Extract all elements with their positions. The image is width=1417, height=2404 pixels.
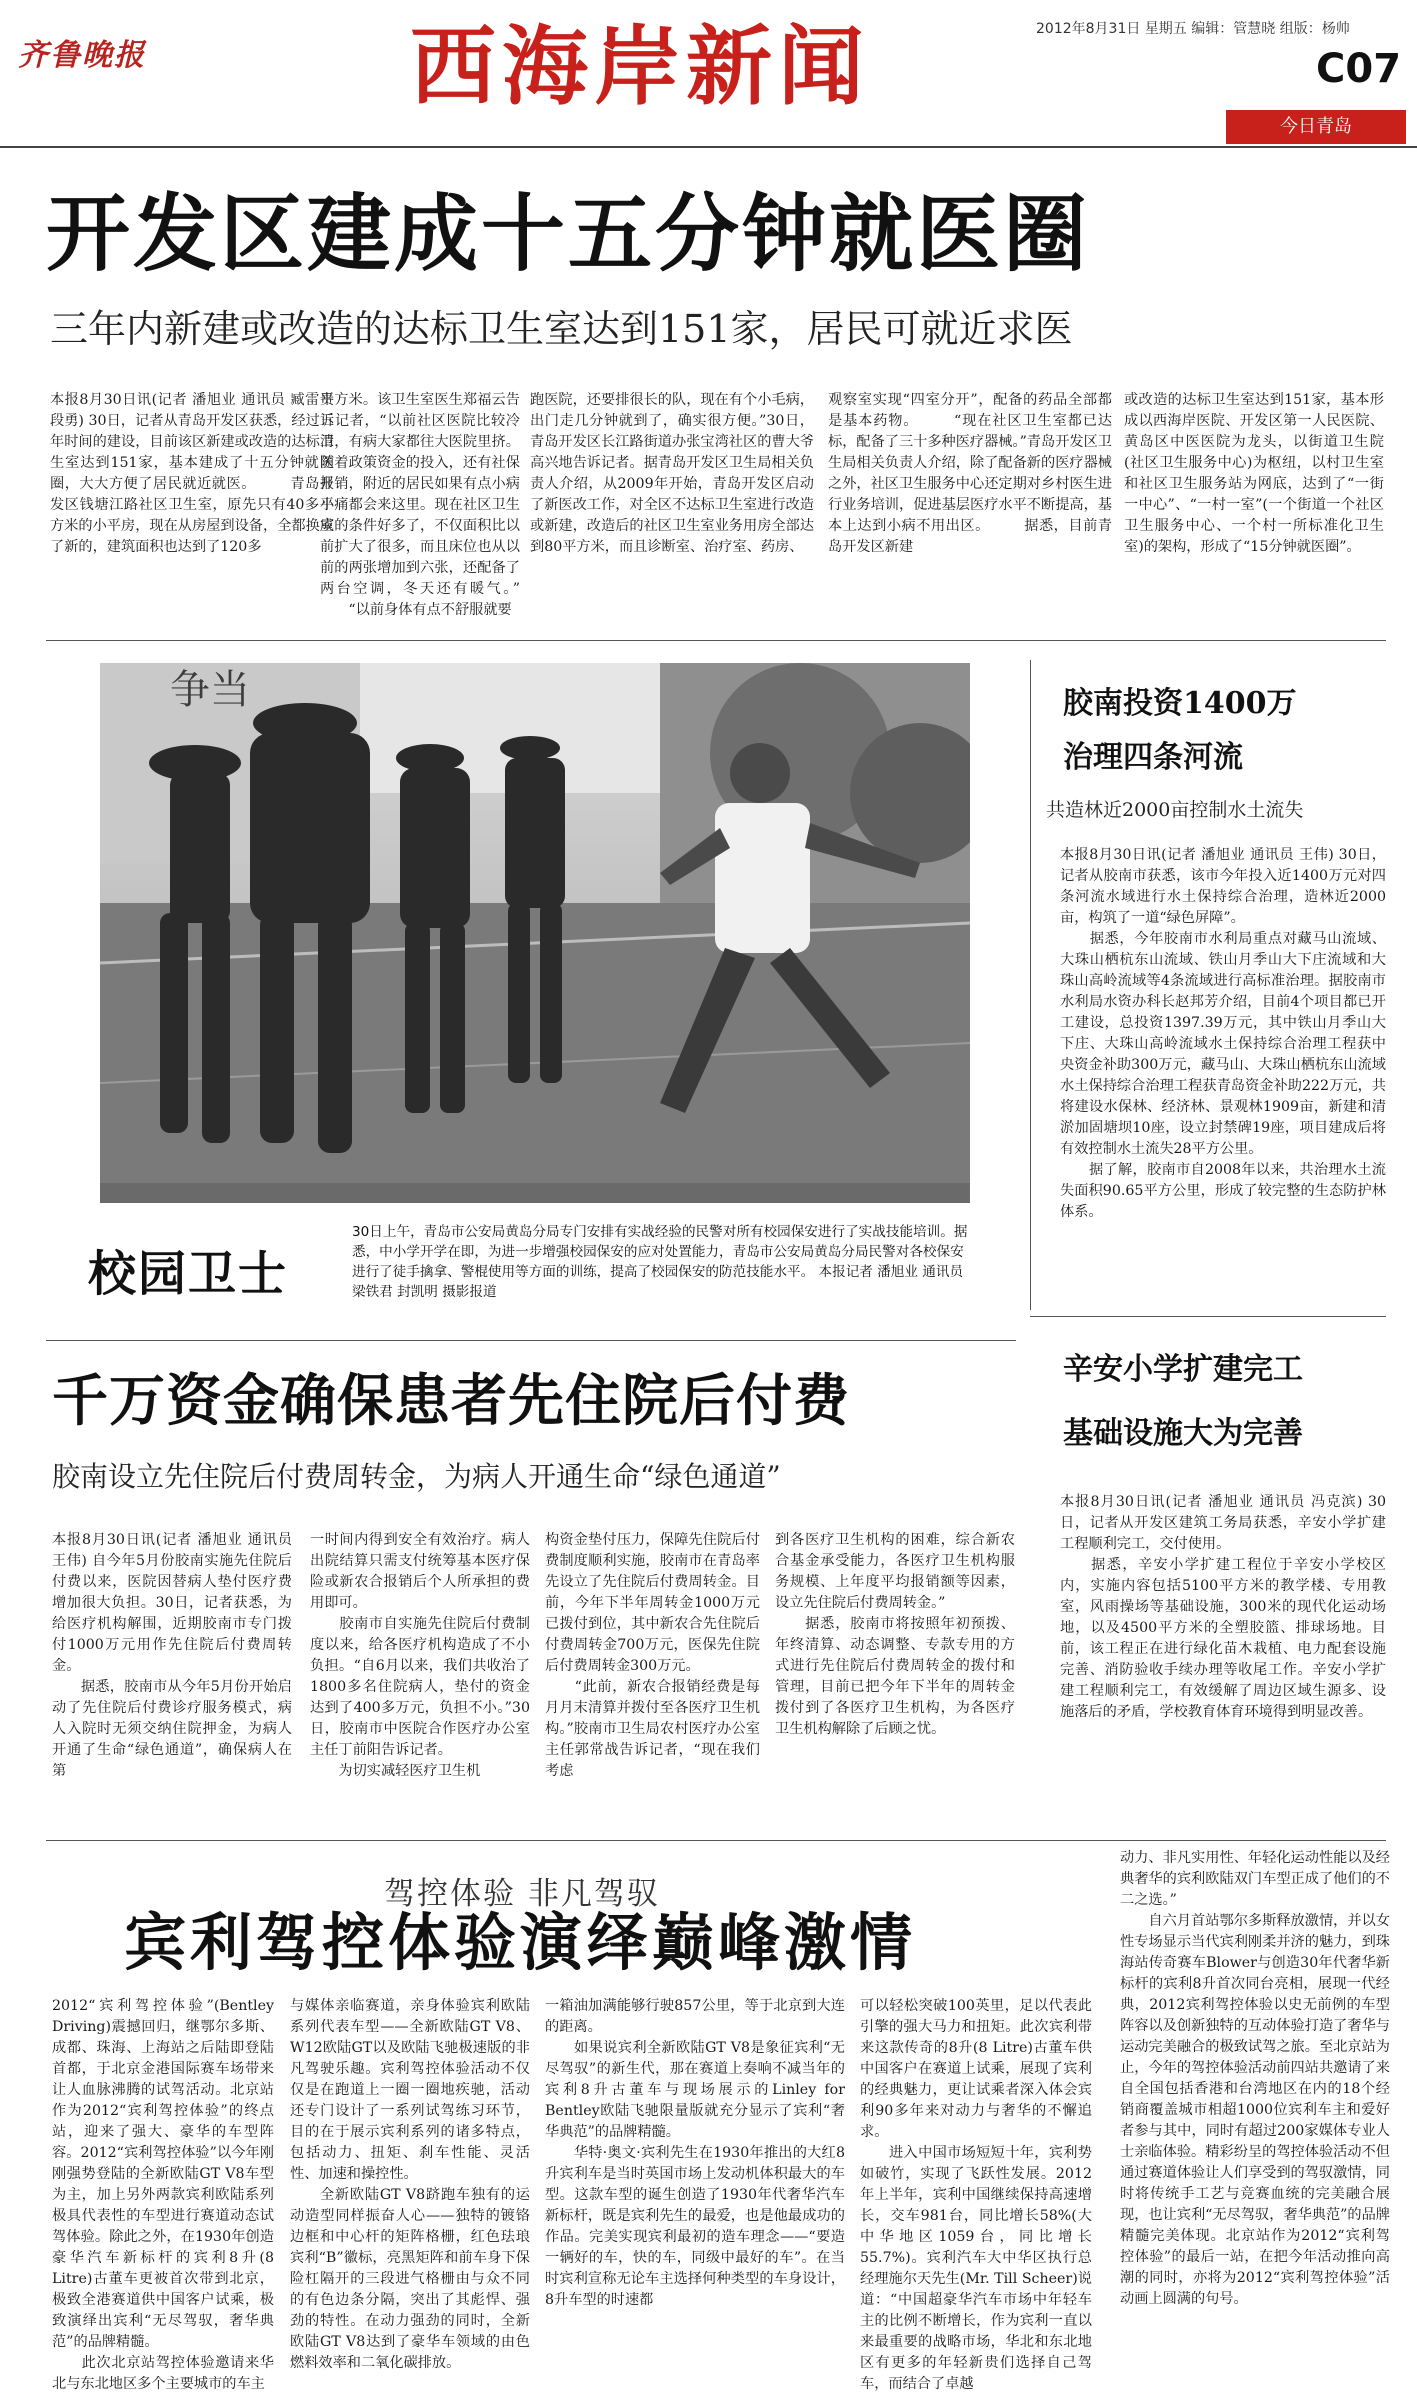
side1-headline-line1: 胶南投资1400万: [1063, 686, 1297, 721]
lead-headline: 开发区建成十五分钟就医圈: [46, 184, 1091, 283]
car-divider: [46, 1840, 1386, 1841]
paper-logo: 齐鲁晚报: [18, 38, 146, 73]
mid-subheadline: 胶南设立先住院后付费周转金，为病人开通生命“绿色通道”: [52, 1460, 781, 1493]
car-col-4: 可以轻松突破100英里，足以代表此引擎的强大马力和扭矩。此次宾利带来这款传奇的8升(8 Litre)古董车供中国客户在赛道上试乘，展现了宾利的经典魅力，更让试乘者深入体会宾利90多年来对动力与奢华的不懈追求。 进入中国市场短短十年，宾利势如破竹，实现了飞跃性发展。2012年上半年，宾利中国继续保持高速增长，交车981台，同比增长58%(大中华地区1059台，同比增长55.7%)。宾利汽车大中华区执行总经理施尔天先生(Mr. Till Scheer)说道：“中国超豪华汽车市场中年轻车主的比例不断增长，作为宾利一直以来最重要的战略市场，华北和东北地区有更多的年轻新贵们选择自己驾车，而结合了卓越: [860, 1998, 1092, 2392]
side2-headline-line1: 辛安小学扩建完工: [1063, 1352, 1303, 1387]
mid-top-rule: [46, 1340, 1016, 1341]
lead-col-3: 跑医院，还要排很长的队，现在有个小毛病，出门走几分钟就到了，确实很方便。”30日，青岛开发区长江路街道办张宝湾社区的曹大爷高兴地告诉记者。据青岛开发区卫生局相关负责人介绍，从2009年开始，青岛开发区启动了新医改工作，对全区不达标卫生室进行改造或新建，改造后的社区卫生室业务用房全部达到80平方米，而且诊断室、治疗室、药房、: [530, 392, 814, 555]
car-col-3: 一箱油加满能够行驶857公里，等于北京到大连的距离。 如果说宾利全新欧陆GT V8是象征宾利“无尽驾驭”的新生代，那在赛道上奏响不减当年的宾利8升古董车与现场展示的Linley for Bentley欧陆飞驰限量版就充分显示了宾利“奢华典范”的品牌精髓。 华特·奥文·宾利先生在1930年推出的大红8升宾利车是当时英国市场上发动机体积最大的车型。这款车型的诞生创造了1930年代奢华汽车新标杆，既是宾利先生的最爱，也是他最成功的作品。完美实现宾利最初的造车理念——“要造一辆好的车，快的车，同级中最好的车”。在当时宾利宣称无论车主选择何种类型的车身设计，8升车型的时速都: [545, 1998, 845, 2308]
lead-col-4: 观察室实现“四室分开”，配备的药品全部都是基本药物。 “现在社区卫生室都已达标，配备了三十多种医疗器械。”青岛开发区卫生局相关负责人介绍，除了配备新的医疗器械之外，社区卫生服务中心还定期对乡村医生进行业务培训，促进基层医疗水平不断提高，基本上达到小病不用出区。 据悉，目前青岛开发区新建: [828, 392, 1112, 555]
photo-caption: 30日上午，青岛市公安局黄岛分局专门安排有实战经验的民警对所有校园保安进行了实战技能培训。据悉，中小学开学在即，为进一步增强校园保安的应对处置能力，青岛市公安局黄岛分局民警对各校保安进行了徒手擒拿、警棍使用等方面的训练，提高了校园保安的防范技能水平。 本报记者 潘旭业 通讯员 梁铁君 封凯明 摄影报道: [352, 1224, 968, 1300]
photo-banner-text: 争当: [170, 667, 250, 713]
section-title: 西海岸新闻: [410, 16, 870, 117]
lead-col-1: 本报8月30日讯(记者 潘旭业 通讯员 臧雷贵 段勇) 30日，记者从青岛开发区获悉，经过三年时间的建设，目前该区新建或改造的达标卫生室达到151家，基本建成了十五分钟就医圈，大大方便了居民就近就医。 青岛开发区钱塘江路社区卫生室，原先只有40多平方米的小平房，现在从房屋到设备，全都换成了新的，建筑面积也达到了120多: [50, 392, 334, 555]
photo-police-training: [100, 663, 970, 1203]
mid-col-1: 本报8月30日讯(记者 潘旭业 通讯员 王伟) 自今年5月份胶南实施先住院后付费以来，医院因替病人垫付医疗费增加很大负担。30日，记者获悉，为给医疗机构解围，近期胶南市专门拨付1000万元用作先住院后付费周转金。 据悉，胶南市从今年5月份开始启动了先住院后付费诊疗服务模式，病人入院时无须交纳住院押金，为病人开通了生命“绿色通道”，确保病人在第: [52, 1532, 292, 1779]
photo-caption-title: 校园卫士: [88, 1246, 289, 1302]
side1-headline-line2: 治理四条河流: [1063, 740, 1243, 775]
side1-subheadline: 共造林近2000亩控制水土流失: [1046, 799, 1304, 821]
car-pre-headline: 驾控体验 非凡驾驭: [384, 1876, 660, 1912]
page-number: C07: [1316, 46, 1402, 92]
issue-meta: 2012年8月31日 星期五 编辑：管慧晓 组版：杨帅: [1036, 21, 1350, 37]
mid-col-4: 到各医疗卫生机构的困难，综合新农合基金承受能力，各医疗卫生机构服务规模、上年度平均报销额等因素，设立先住院后付费周转金。” 据悉，胶南市将按照年初预拨、年终清算、动态调整、专款专用的方式进行先住院后付费周转金的拨付和管理，目前已把今年下半年的周转金拨付到了各医疗卫生机构，为各医疗卫生机构解除了后顾之忧。: [775, 1532, 1015, 1737]
car-col-2: 与媒体亲临赛道，亲身体验宾利欧陆系列代表车型——全新欧陆GT V8、W12欧陆GT以及欧陆飞驰极速版的非凡驾驶乐趣。宾利驾控体验活动不仅仅是在跑道上一圈一圈地疾驰，活动还专门设计了一系列试驾练习环节，目的在于展示宾利系列的诸多特点，包括动力、扭矩、刹车性能、灵活性、加速和操控性。 全新欧陆GT V8跻跑车独有的运动造型同样振奋人心——独特的镀铬边框和中心杆的矩阵格栅，红色珐琅宾利“B”徽标，亮黑矩阵和前车身下保险杠隔开的三段进气格栅由与众不同的有色边条分隔，突出了其彪悍、强劲的特性。在动力强劲的同时，全新欧陆GT V8达到了豪华车领域的由色燃料效率和二氧化碳排放。: [290, 1998, 530, 2371]
today-tab: 今日青岛: [1226, 110, 1406, 144]
news-photo: [100, 663, 970, 1203]
lead-divider: [46, 640, 1386, 641]
side-divider: [1030, 1316, 1386, 1317]
mid-col-3: 构资金垫付压力，保障先住院后付费制度顺利实施，胶南市在青岛率先设立了先住院后付费周转金。目前，今年下半年周转金1000万元已拨付到位，其中新农合先住院后付费周转金700万元，医保先住院后付费周转金300万元。 “此前，新农合报销经费是每月月末清算并拨付至各医疗卫生机构。”胶南市卫生局农村医疗办公室主任郭常战告诉记者，“现在我们考虑: [545, 1532, 760, 1779]
car-col-5: 动力、非凡实用性、年轻化运动性能以及经典奢华的宾利欧陆双门车型正成了他们的不二之选。” 自六月首站鄂尔多斯释放激情，并以女性专场显示当代宾利刚柔并济的魅力，到珠海站传奇赛车Blower与创造30年代奢华新标杆的宾利8升首次同台亮相，展现一代经典，2012宾利驾控体验以史无前例的车型阵容以及创新独特的互动体验打造了奢华与运动完美融合的极致试驾之旅。至北京站为止，今年的驾控体验活动前四站共邀请了来自全国包括香港和台湾地区在内的18个经销商覆盖城市相超1000位宾利车主和爱好者参与其中，同时有超过200家媒体专业人士亲临体验。精彩纷呈的驾控体验活动不但通过赛道体验让人们享受到的驾驭激情，同时将传统手工艺与竞赛血统的完美融合展现，也让宾利“无尽驾驭，奢华典范”的品牌精髓完美体现。北京站作为2012“宾利驾控体验”的最后一站，在把今年活动推向高潮的同时，亦将为2012“宾利驾控体验”活动画上圆满的句号。: [1120, 1850, 1390, 2307]
mid-col-2: 一时间内得到安全有效治疗。病人出院结算只需支付统筹基本医疗保险或新农合报销后个人所承担的费用即可。 胶南市自实施先住院后付费制度以来，给各医疗机构造成了不小负担。“自6月以来，我们共收治了1800多名住院病人，垫付的资金达到了400多万元，负担不小。”30日，胶南市中医院合作医疗办公室主任丁前阳告诉记者。 为切实减轻医疗卫生机: [310, 1532, 530, 1779]
side2-headline-line2: 基础设施大为完善: [1063, 1416, 1303, 1451]
side-column-rule: [1030, 660, 1031, 1310]
car-col-1: 2012“宾利驾控体验”(Bentley Driving)震撼回归，继鄂尔多斯、成都、珠海、上海站之后陆即登陆首都，于北京金港国际赛车场带来让人血脉沸腾的试驾活动。北京站作为2012“宾利驾控体验”的终点站，迎来了强大、豪华的车型阵容。2012“宾利驾控体验”以今年刚刚强势登陆的全新欧陆GT V8车型为主，加上另外两款宾利欧陆系列极具代表性的车型进行赛道动态试驾体验。除此之外，在1930年创造豪华汽车新标杆的宾利8升(8 Litre)古董车更被首次带到北京，极致全港赛道供中国客户试乘，极致演绎出宾利“无尽驾驭，奢华典范”的品牌精髓。 此次北京站驾控体验邀请来华北与东北地区多个主要城市的车主: [52, 1998, 274, 2392]
mid-headline: 千万资金确保患者先住院后付费: [52, 1368, 850, 1434]
lead-col-2: 平方米。该卫生室医生郑福云告诉记者，“以前社区医院比较冷清，有病大家都往大医院里挤。随着政策资金的投入，还有社保报销，附近的居民如果有点小病小痛都会来这里。现在社区卫生室的条件好多了，不仅面积比以前扩大了很多，而且床位也从以前的两张增加到六张，还配备了两台空调，冬天还有暖气。” “以前身体有点不舒服就要: [320, 392, 520, 618]
car-headline: 宾利驾控体验演绎巅峰激情: [124, 1906, 917, 1979]
masthead: [0, 0, 1417, 150]
side2-body: 本报8月30日讯(记者 潘旭业 通讯员 冯克滨) 30日，记者从开发区建筑工务局获悉，辛安小学扩建工程顺利完工，交付使用。 据悉，辛安小学扩建工程位于辛安小学校区内，实施内容包括5100平方米的教学楼、专用教室，风雨操场等基础设施，300米的现代化运动场地，以及4500平方米的全塑胶篮、排球场地。目前，该工程正在进行绿化苗木栽植、电力配套设施完善、消防验收手续办理等收尾工作。辛安小学扩建工程顺利完工，有效缓解了周边区域生源多、设施落后的矛盾，学校教育体育环境得到明显改善。: [1060, 1494, 1386, 1720]
masthead-rule: [0, 146, 1417, 148]
lead-subheadline: 三年内新建或改造的达标卫生室达到151家，居民可就近求医: [50, 307, 1073, 351]
side1-body: 本报8月30日讯(记者 潘旭业 通讯员 王伟) 30日，记者从胶南市获悉，该市今年投入近1400万元对四条河流水域进行水土保持综合治理，造林近2000亩，构筑了一道“绿色屏障”。 据悉，今年胶南市水利局重点对藏马山流域、大珠山栖杭东山流域、铁山月季山大下庄流域和大珠山高岭流域等4条流域进行高标准治理。据胶南市水利局水资办科长赵邦芳介绍，目前4个项目都已开工建设，总投资1397.39万元，其中铁山月季山大下庄、大珠山高岭流域水土保持综合治理工程获中央资金补助300万元，藏马山、大珠山栖杭东山流域水土保持综合治理工程获青岛资金补助222万元，共将建设水保林、经济林、景观林1909亩，新建和清淤加固塘坝10座，设立封禁碑19座，项目建成后将有效控制水土流失28平方公里。 据了解，胶南市自2008年以来，共治理水土流失面积90.65平方公里，形成了较完整的生态防护林体系。: [1060, 847, 1386, 1220]
lead-col-5: 或改造的达标卫生室达到151家，基本形成以西海岸医院、开发区第一人民医院、黄岛区中医医院为龙头，以街道卫生院(社区卫生服务中心)为枢纽，以村卫生室和社区卫生服务站为网底，达到了“一街一中心”、“一村一室”(一个街道一个社区卫生服务中心、一个村一所标准化卫生室)的架构，形成了“15分钟就医圈”。: [1124, 392, 1384, 555]
